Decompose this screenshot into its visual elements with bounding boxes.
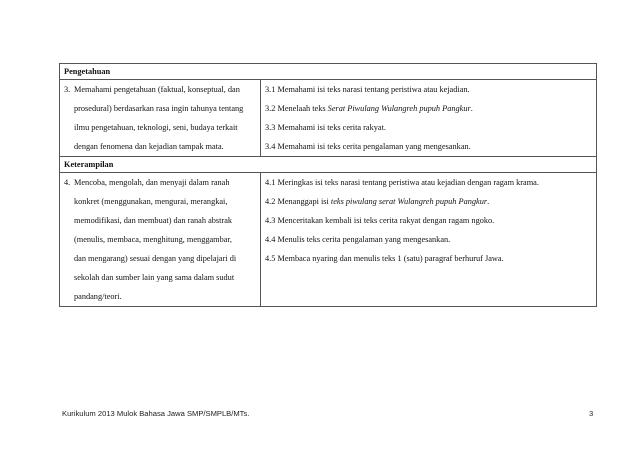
- kd-text: 3.2 Menelaah teks: [265, 104, 328, 113]
- ki-line: (menulis, membaca, menghitung, menggambar,: [74, 235, 232, 244]
- kd-item: [265, 192, 592, 211]
- ki-line: pandang/teori.: [74, 292, 122, 301]
- ki-line: dengan fenomena dan kejadian tampak mata.: [74, 142, 224, 151]
- kd-text: 4.4 Menulis teks cerita pengalaman yang mengesankan.: [265, 235, 451, 244]
- ki-line: dan mengarang) sesuai dengan yang dipelajari di: [74, 254, 237, 263]
- kd-item: [265, 137, 592, 156]
- kd-suffix: .: [470, 104, 473, 113]
- core-competency-3: [60, 80, 261, 157]
- section-header-row: [60, 157, 597, 173]
- kd-text: 3.4 Memahami isi teks cerita pengalaman yang mengesankan.: [265, 142, 471, 151]
- ki-line: prosedural) berdasarkan rasa ingin tahunya tentang: [74, 104, 244, 113]
- ki-text: Memahami pengetahuan (faktual, konseptual, dan: [74, 85, 240, 94]
- ki-line: ilmu pengetahuan, teknologi, seni, budaya terkait: [74, 123, 238, 132]
- kd-text: 4.2 Menanggapi isi: [265, 197, 331, 206]
- footer-title: Kurikulum 2013 Mulok Bahasa Jawa SMP/SMPLB/MTs.: [62, 409, 250, 418]
- competency-table: [59, 63, 597, 307]
- kd-italic-text: teks piwulang serat Wulangreh pupuh Pangkur: [330, 197, 488, 206]
- ki-line: sekolah dan sumber lain yang sama dalam sudut: [74, 273, 235, 282]
- core-competency-4: [60, 173, 261, 307]
- kd-item: [265, 99, 592, 118]
- kd-text: 4.3 Menceritakan kembali isi teks cerita rakyat dengan ragam ngoko.: [265, 216, 495, 225]
- ki-number: 4.: [64, 178, 71, 187]
- kd-item: [265, 249, 592, 268]
- kd-item: [265, 80, 592, 99]
- kd-item: [265, 118, 592, 137]
- kd-italic-text: Serat Piwulang Wulangreh pupuh Pangkur: [327, 104, 471, 113]
- section-heading-pengetahuan: Pengetahuan: [60, 64, 597, 80]
- section-header-row: [60, 64, 597, 80]
- ki-line: konkret (menggunakan, mengurai, merangkai,: [74, 197, 228, 206]
- basic-competencies-3: [261, 80, 597, 157]
- kd-item: [265, 230, 592, 249]
- ki-number: 3.: [64, 85, 71, 94]
- kd-text: 3.3 Memahami isi teks cerita rakyat.: [265, 123, 386, 132]
- section-heading-keterampilan: Keterampilan: [60, 157, 597, 173]
- kd-text: 3.1 Memahami isi teks narasi tentang peristiwa atau kejadian.: [265, 85, 470, 94]
- kd-item: [265, 173, 592, 192]
- table-row: [60, 80, 597, 157]
- kd-suffix: .: [487, 197, 490, 206]
- kd-item: [265, 211, 592, 230]
- basic-competencies-4: [261, 173, 597, 307]
- kd-text: 4.5 Membaca nyaring dan menulis teks 1 (satu) paragraf berhuruf Jawa.: [265, 254, 504, 263]
- ki-text: Mencoba, mengolah, dan menyaji dalam ranah: [74, 178, 230, 187]
- kd-text: 4.1 Meringkas isi teks narasi tentang peristiwa atau kejadian dengan ragam krama.: [265, 178, 539, 187]
- ki-line: [64, 173, 256, 192]
- table-row: [60, 173, 597, 307]
- page-number: 3: [589, 409, 594, 418]
- ki-line: memodifikasi, dan membuat) dan ranah abstrak: [74, 216, 233, 225]
- ki-line: [64, 80, 256, 99]
